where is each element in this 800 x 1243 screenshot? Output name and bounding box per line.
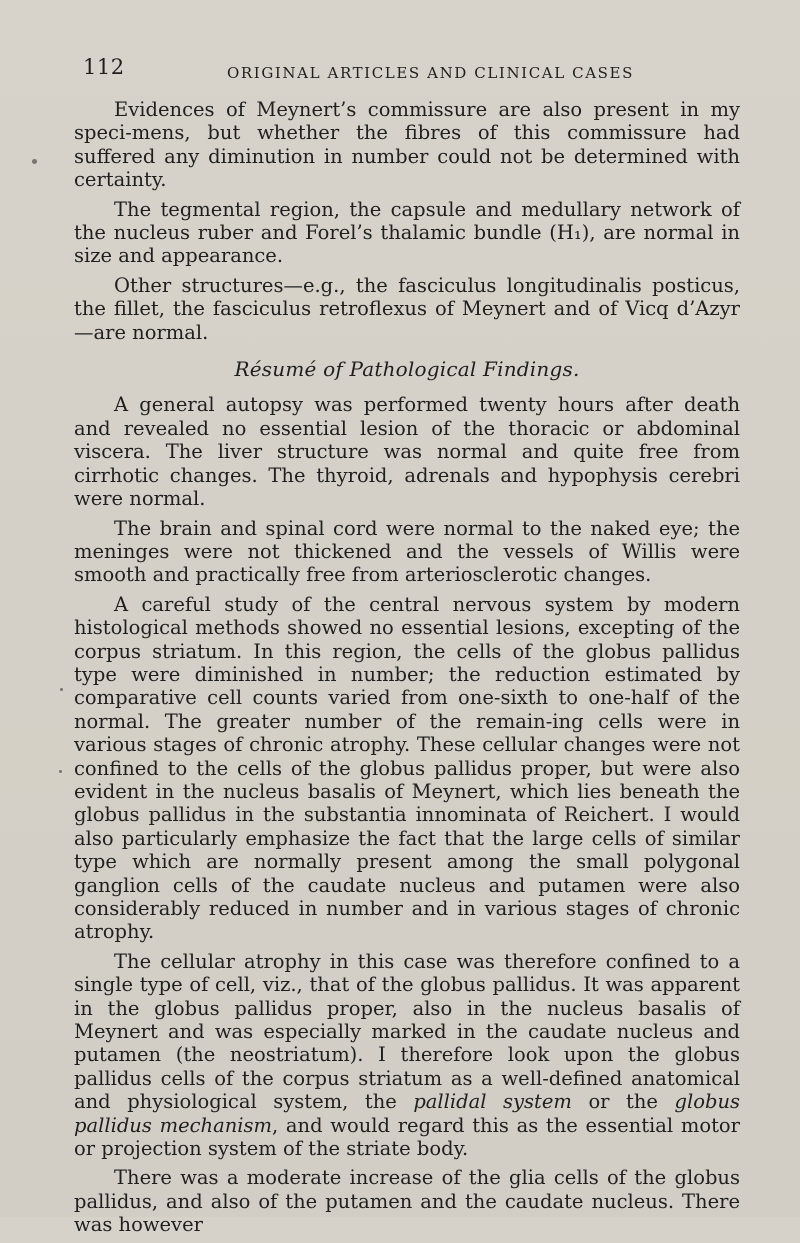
paragraph-other-structures: Other structures—e.g., the fasciculus longitudinalis posticus, the fillet, the fasciculus retroflexus of Meynert and of Vicq d’Azyr—are normal. — [74, 273, 740, 344]
paragraph-histological-study: A careful study of the central nervous system by modern histological methods showed no essential lesions, excepting of the corpus striatum. In this region, the cells of the globus pallidus type were diminished in number; the reduction estimated by comparative cell counts varied from one-sixth to one-half of the normal. The greater number of the remain-ing cells were in various stages of chronic atrophy. These cellular changes were not confined to the cells of the globus pallidus proper, but were also evident in the nucleus basalis of Meynert, which lies beneath the globus pallidus in the substantia innominata of Reichert. I would also particularly emphasize the fact that the large cells of similar type which are normally present among the small polygonal ganglion cells of the caudate nucleus and putamen were also considerably reduced in number and in various stages of chronic atrophy. — [74, 592, 740, 944]
paragraph-glia-cells: There was a moderate increase of the glia cells of the globus pallidus, and also of the putamen and the caudate nucleus. There was however — [74, 1166, 740, 1237]
term-globus-pallidus-mechanism: globus pallidus mechanism — [74, 1090, 741, 1137]
page-number: 112 — [83, 55, 125, 79]
paragraph-brain-spinal-cord: The brain and spinal cord were normal to the naked eye; the meninges were not thickened and the vessels of Willis were smooth and practically free from arteriosclerotic changes. — [74, 516, 740, 587]
cellular-atrophy-text-1: The cellular atrophy in this case was therefore confined to a single type of cell, viz., that of the globus pallidus. It was apparent in the globus pallidus proper, also in the nucleus basalis of Meynert and was especially marked in the caudate nucleus and putamen (the neostriatum). I therefore look upon the globus pallidus cells of the corpus striatum as a well-defined anatomical and physiological system, the — [74, 949, 740, 1114]
margin-speck — [59, 770, 62, 773]
body-text — [74, 98, 740, 1243]
paragraph-meynert-commissure: Evidences of Meynert’s commissure are also present in my speci-mens, but whether the fibres of this commissure had suffered any diminution in number could not be determined with certainty. — [74, 98, 740, 192]
paragraph-cellular-atrophy — [74, 950, 740, 1161]
running-head: ORIGINAL ARTICLES AND CLINICAL CASES — [227, 64, 634, 82]
margin-speck — [32, 159, 37, 164]
section-title: Résumé of Pathological Findings. — [234, 357, 580, 382]
paragraph-tegmental-region: The tegmental region, the capsule and medullary network of the nucleus ruber and Forel’s thalamic bundle (H₁), are normal in size and appearance. — [74, 197, 740, 268]
term-pallidal-system: pallidal system — [413, 1090, 572, 1114]
cellular-atrophy-text-3: , and would regard this as the essential motor or projection system of the striate body. — [74, 1113, 740, 1161]
cellular-atrophy-text-2: or the — [571, 1090, 675, 1114]
margin-speck — [60, 688, 63, 691]
page-header — [83, 55, 733, 85]
paragraph-general-autopsy: A general autopsy was performed twenty hours after death and revealed no essential lesion of the thoracic or abdominal viscera. The liver structure was normal and quite free from cirrhotic changes. The thyroid, adrenals and hypophysis cerebri were normal. — [74, 393, 740, 511]
